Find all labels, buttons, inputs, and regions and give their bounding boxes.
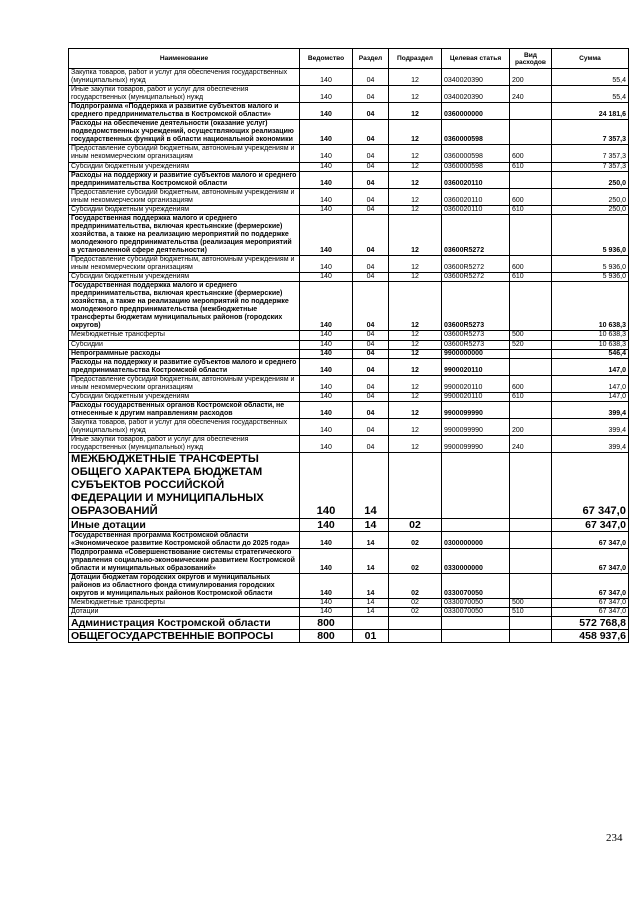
cell-name: Закупка товаров, работ и услуг для обеспечения государственных (муниципальных) нужд	[69, 418, 300, 435]
cell-ved: 140	[300, 214, 353, 255]
cell-ved: 140	[300, 171, 353, 188]
cell-razdel: 04	[353, 401, 389, 418]
cell-vid: 500	[510, 599, 552, 608]
header-row	[69, 49, 629, 69]
cell-statya: 9900020110	[442, 392, 510, 401]
cell-statya	[442, 630, 510, 643]
cell-statya: 03600R5273	[442, 282, 510, 331]
cell-vid: 520	[510, 340, 552, 349]
cell-podrazdel: 12	[389, 358, 442, 375]
cell-vid: 200	[510, 69, 552, 86]
table-row	[69, 162, 629, 171]
cell-podrazdel: 12	[389, 162, 442, 171]
table-row	[69, 453, 629, 519]
cell-name: Предоставление субсидий бюджетным, автономным учреждениям и иным некоммерческим организациям	[69, 256, 300, 273]
cell-razdel: 04	[353, 282, 389, 331]
cell-razdel: 14	[353, 453, 389, 519]
cell-ved: 140	[300, 436, 353, 453]
table-row	[69, 518, 629, 531]
cell-podrazdel: 12	[389, 392, 442, 401]
cell-podrazdel: 02	[389, 548, 442, 573]
header-podrazdel: Подраздел	[389, 49, 442, 69]
cell-ved: 140	[300, 188, 353, 205]
cell-podrazdel: 12	[389, 145, 442, 162]
cell-vid	[510, 617, 552, 630]
cell-summa: 55,4	[552, 86, 629, 103]
table-row	[69, 120, 629, 145]
cell-statya: 0330070050	[442, 608, 510, 617]
table-row	[69, 375, 629, 392]
cell-ved: 140	[300, 256, 353, 273]
header-summa: Сумма	[552, 49, 629, 69]
cell-ved: 140	[300, 518, 353, 531]
cell-name: Предоставление субсидий бюджетным, автономным учреждениям и иным некоммерческим организациям	[69, 145, 300, 162]
cell-razdel: 14	[353, 573, 389, 598]
cell-vid: 610	[510, 392, 552, 401]
table-row	[69, 188, 629, 205]
cell-razdel: 04	[353, 392, 389, 401]
cell-vid	[510, 453, 552, 519]
cell-name: Предоставление субсидий бюджетным, автономным учреждениям и иным некоммерческим организациям	[69, 188, 300, 205]
cell-podrazdel: 12	[389, 436, 442, 453]
table-body	[69, 69, 629, 643]
cell-podrazdel	[389, 630, 442, 643]
cell-vid	[510, 282, 552, 331]
cell-statya: 0360020110	[442, 188, 510, 205]
cell-name: Иные дотации	[69, 518, 300, 531]
cell-statya	[442, 453, 510, 519]
cell-podrazdel: 12	[389, 256, 442, 273]
cell-vid	[510, 573, 552, 598]
cell-summa: 5 936,0	[552, 256, 629, 273]
cell-vid: 240	[510, 86, 552, 103]
cell-vid: 240	[510, 436, 552, 453]
cell-razdel: 04	[353, 188, 389, 205]
cell-name: Предоставление субсидий бюджетным, автономным учреждениям и иным некоммерческим организациям	[69, 375, 300, 392]
cell-podrazdel: 12	[389, 103, 442, 120]
cell-summa: 147,0	[552, 358, 629, 375]
cell-statya: 0360020110	[442, 205, 510, 214]
cell-name: Межбюджетные трансферты	[69, 599, 300, 608]
cell-statya: 0300000000	[442, 531, 510, 548]
cell-podrazdel: 12	[389, 86, 442, 103]
cell-vid	[510, 630, 552, 643]
cell-summa: 5 936,0	[552, 273, 629, 282]
cell-ved: 140	[300, 349, 353, 358]
table-row	[69, 599, 629, 608]
cell-ved: 140	[300, 401, 353, 418]
cell-ved: 140	[300, 358, 353, 375]
cell-vid: 610	[510, 273, 552, 282]
cell-ved: 140	[300, 418, 353, 435]
table-row	[69, 69, 629, 86]
cell-summa: 399,4	[552, 401, 629, 418]
cell-ved: 140	[300, 162, 353, 171]
cell-statya: 0360020110	[442, 171, 510, 188]
cell-name: МЕЖБЮДЖЕТНЫЕ ТРАНСФЕРТЫ ОБЩЕГО ХАРАКТЕРА БЮДЖЕТАМ СУБЪЕКТОВ РОССИЙСКОЙ ФЕДЕРАЦИИ И МУНИЦИПАЛЬНЫХ ОБРАЗОВАНИЙ	[69, 453, 300, 519]
cell-ved: 140	[300, 205, 353, 214]
cell-razdel: 04	[353, 375, 389, 392]
cell-name: Субсидии бюджетным учреждениям	[69, 205, 300, 214]
cell-statya: 9900099990	[442, 401, 510, 418]
cell-razdel: 04	[353, 349, 389, 358]
cell-razdel: 04	[353, 358, 389, 375]
cell-summa: 67 347,0	[552, 531, 629, 548]
cell-razdel: 14	[353, 531, 389, 548]
cell-summa: 24 181,6	[552, 103, 629, 120]
cell-name: Иные закупки товаров, работ и услуг для обеспечения государственных (муниципальных) нужд	[69, 436, 300, 453]
cell-ved: 140	[300, 145, 353, 162]
cell-name: Расходы на обеспечение деятельности (оказание услуг) подведомственных учреждений, осуществляющих реализацию государственных функций в области национальной экономики	[69, 120, 300, 145]
cell-summa: 67 347,0	[552, 608, 629, 617]
cell-summa: 250,0	[552, 188, 629, 205]
cell-ved: 140	[300, 69, 353, 86]
cell-razdel: 04	[353, 69, 389, 86]
cell-name: Иные закупки товаров, работ и услуг для обеспечения государственных (муниципальных) нужд	[69, 86, 300, 103]
header-ved: Ведомство	[300, 49, 353, 69]
cell-ved: 140	[300, 120, 353, 145]
cell-podrazdel: 12	[389, 171, 442, 188]
cell-statya: 0340020390	[442, 86, 510, 103]
cell-vid: 610	[510, 205, 552, 214]
cell-summa: 67 347,0	[552, 548, 629, 573]
header-statya: Целевая статья	[442, 49, 510, 69]
cell-podrazdel: 12	[389, 188, 442, 205]
cell-vid: 610	[510, 162, 552, 171]
cell-statya: 9900020110	[442, 375, 510, 392]
cell-summa: 10 638,3	[552, 340, 629, 349]
cell-razdel: 14	[353, 548, 389, 573]
cell-podrazdel: 12	[389, 120, 442, 145]
cell-vid: 600	[510, 256, 552, 273]
cell-statya: 0360000000	[442, 103, 510, 120]
cell-summa: 67 347,0	[552, 573, 629, 598]
cell-vid: 600	[510, 145, 552, 162]
cell-name: Расходы на поддержку и развитие субъектов малого и среднего предпринимательства Костромской области	[69, 358, 300, 375]
cell-statya: 0360000598	[442, 120, 510, 145]
table-row	[69, 608, 629, 617]
cell-podrazdel: 12	[389, 401, 442, 418]
cell-ved: 140	[300, 86, 353, 103]
table-row	[69, 340, 629, 349]
cell-summa: 67 347,0	[552, 453, 629, 519]
cell-vid: 510	[510, 608, 552, 617]
cell-vid	[510, 214, 552, 255]
cell-summa: 67 347,0	[552, 518, 629, 531]
table-row	[69, 531, 629, 548]
cell-podrazdel: 02	[389, 518, 442, 531]
cell-vid	[510, 358, 552, 375]
cell-vid	[510, 548, 552, 573]
cell-summa: 10 638,3	[552, 282, 629, 331]
cell-podrazdel: 12	[389, 331, 442, 340]
cell-vid: 200	[510, 418, 552, 435]
cell-ved: 140	[300, 453, 353, 519]
cell-razdel: 01	[353, 630, 389, 643]
cell-statya	[442, 617, 510, 630]
cell-podrazdel: 12	[389, 340, 442, 349]
header-razdel: Раздел	[353, 49, 389, 69]
cell-ved: 140	[300, 392, 353, 401]
table-row	[69, 145, 629, 162]
cell-name: Подпрограмма «Совершенствование системы стратегического управления социально-экономическим развитием Костромской области и муниципальных образований»	[69, 548, 300, 573]
cell-vid	[510, 518, 552, 531]
cell-ved: 140	[300, 273, 353, 282]
cell-ved: 140	[300, 103, 353, 120]
table-row	[69, 573, 629, 598]
cell-ved: 140	[300, 282, 353, 331]
cell-summa: 7 357,3	[552, 145, 629, 162]
cell-statya: 03600R5273	[442, 331, 510, 340]
cell-statya: 0340020390	[442, 69, 510, 86]
table-row	[69, 103, 629, 120]
cell-summa: 10 638,3	[552, 331, 629, 340]
table-row	[69, 171, 629, 188]
cell-razdel: 04	[353, 103, 389, 120]
table-row	[69, 256, 629, 273]
cell-vid	[510, 171, 552, 188]
cell-ved: 140	[300, 548, 353, 573]
cell-name: Субсидии	[69, 340, 300, 349]
cell-vid: 600	[510, 188, 552, 205]
cell-statya: 0330070050	[442, 573, 510, 598]
cell-name: Государственная программа Костромской области «Экономическое развитие Костромской области до 2025 года»	[69, 531, 300, 548]
cell-ved: 140	[300, 599, 353, 608]
cell-name: Администрация Костромской области	[69, 617, 300, 630]
cell-podrazdel: 12	[389, 273, 442, 282]
cell-summa: 250,0	[552, 171, 629, 188]
table-row	[69, 349, 629, 358]
cell-statya: 0330000000	[442, 548, 510, 573]
cell-summa: 458 937,6	[552, 630, 629, 643]
table-row	[69, 548, 629, 573]
cell-razdel: 14	[353, 518, 389, 531]
cell-vid	[510, 531, 552, 548]
cell-podrazdel: 12	[389, 205, 442, 214]
table-row	[69, 331, 629, 340]
cell-summa: 546,4	[552, 349, 629, 358]
cell-razdel: 04	[353, 214, 389, 255]
cell-vid: 500	[510, 331, 552, 340]
cell-ved: 140	[300, 340, 353, 349]
cell-razdel: 04	[353, 171, 389, 188]
cell-vid: 600	[510, 375, 552, 392]
table-row	[69, 418, 629, 435]
cell-summa: 399,4	[552, 436, 629, 453]
cell-summa: 7 357,3	[552, 162, 629, 171]
cell-ved: 140	[300, 573, 353, 598]
cell-ved: 140	[300, 375, 353, 392]
cell-razdel: 04	[353, 436, 389, 453]
cell-statya: 0360000598	[442, 145, 510, 162]
cell-razdel: 14	[353, 599, 389, 608]
cell-vid	[510, 401, 552, 418]
page-number: 234	[606, 832, 623, 844]
cell-summa: 147,0	[552, 375, 629, 392]
cell-summa: 250,0	[552, 205, 629, 214]
cell-name: Непрограммные расходы	[69, 349, 300, 358]
cell-name: Дотации	[69, 608, 300, 617]
table-row	[69, 358, 629, 375]
cell-statya: 03600R5272	[442, 256, 510, 273]
cell-summa: 67 347,0	[552, 599, 629, 608]
table-row	[69, 392, 629, 401]
cell-podrazdel: 12	[389, 282, 442, 331]
cell-podrazdel: 12	[389, 375, 442, 392]
table-row	[69, 282, 629, 331]
cell-summa: 5 936,0	[552, 214, 629, 255]
cell-podrazdel: 12	[389, 349, 442, 358]
cell-razdel: 04	[353, 340, 389, 349]
cell-statya: 03600R5273	[442, 340, 510, 349]
table-row	[69, 214, 629, 255]
cell-name: Дотации бюджетам городских округов и муниципальных районов из областного фонда стимулирования городских округов и муниципальных районов Костромской области	[69, 573, 300, 598]
cell-name: Расходы государственных органов Костромской области, не отнесенные к другим направлениям расходов	[69, 401, 300, 418]
cell-razdel: 04	[353, 120, 389, 145]
cell-podrazdel: 12	[389, 418, 442, 435]
table-row	[69, 273, 629, 282]
cell-ved: 800	[300, 630, 353, 643]
cell-vid	[510, 349, 552, 358]
table-row	[69, 436, 629, 453]
table-row	[69, 86, 629, 103]
cell-name: ОБЩЕГОСУДАРСТВЕННЫЕ ВОПРОСЫ	[69, 630, 300, 643]
cell-razdel: 04	[353, 273, 389, 282]
cell-name: Подпрограмма «Поддержка и развитие субъектов малого и среднего предпринимательства в Костромской области»	[69, 103, 300, 120]
cell-statya: 03600R5272	[442, 214, 510, 255]
cell-ved: 140	[300, 531, 353, 548]
cell-name: Государственная поддержка малого и среднего предпринимательства, включая крестьянские (фермерские) хозяйства, а также на реализацию мероприятий по поддержке молодежного предпринимательства (межбюджетные трансферты бюджетам муниципальных районов (городских округов)	[69, 282, 300, 331]
cell-razdel: 04	[353, 256, 389, 273]
cell-podrazdel: 12	[389, 69, 442, 86]
cell-statya: 9900020110	[442, 358, 510, 375]
cell-razdel: 04	[353, 205, 389, 214]
cell-name: Расходы на поддержку и развитие субъектов малого и среднего предпринимательства Костромской области	[69, 171, 300, 188]
cell-statya: 9900099990	[442, 418, 510, 435]
header-name: Наименование	[69, 49, 300, 69]
cell-summa: 7 357,3	[552, 120, 629, 145]
cell-statya: 0360000598	[442, 162, 510, 171]
cell-summa: 55,4	[552, 69, 629, 86]
header-vid: Вид расходов	[510, 49, 552, 69]
table-row	[69, 630, 629, 643]
cell-podrazdel	[389, 453, 442, 519]
cell-name: Межбюджетные трансферты	[69, 331, 300, 340]
cell-statya: 03600R5272	[442, 273, 510, 282]
cell-ved: 140	[300, 608, 353, 617]
cell-summa: 399,4	[552, 418, 629, 435]
cell-razdel: 04	[353, 418, 389, 435]
cell-podrazdel: 02	[389, 531, 442, 548]
cell-razdel: 14	[353, 608, 389, 617]
cell-statya: 0330070050	[442, 599, 510, 608]
budget-table	[68, 48, 629, 643]
cell-name: Субсидии бюджетным учреждениям	[69, 162, 300, 171]
cell-statya: 9900099990	[442, 436, 510, 453]
cell-podrazdel: 02	[389, 608, 442, 617]
cell-name: Субсидии бюджетным учреждениям	[69, 392, 300, 401]
cell-razdel: 04	[353, 331, 389, 340]
cell-razdel	[353, 617, 389, 630]
cell-podrazdel: 02	[389, 573, 442, 598]
cell-vid	[510, 120, 552, 145]
cell-name: Государственная поддержка малого и среднего предпринимательства, включая крестьянские (фермерские) хозяйства, а также на реализацию мероприятий по поддержке молодежного предпринимательства (реализация мероприятий в установленной сфере деятельности)	[69, 214, 300, 255]
cell-statya: 9900000000	[442, 349, 510, 358]
cell-summa: 147,0	[552, 392, 629, 401]
cell-podrazdel: 02	[389, 599, 442, 608]
table-row	[69, 205, 629, 214]
cell-name: Закупка товаров, работ и услуг для обеспечения государственных (муниципальных) нужд	[69, 69, 300, 86]
cell-vid	[510, 103, 552, 120]
cell-podrazdel	[389, 617, 442, 630]
cell-podrazdel: 12	[389, 214, 442, 255]
cell-summa: 572 768,8	[552, 617, 629, 630]
cell-statya	[442, 518, 510, 531]
cell-razdel: 04	[353, 162, 389, 171]
cell-name: Субсидии бюджетным учреждениям	[69, 273, 300, 282]
cell-ved: 140	[300, 331, 353, 340]
table-row	[69, 401, 629, 418]
cell-ved: 800	[300, 617, 353, 630]
cell-razdel: 04	[353, 86, 389, 103]
cell-razdel: 04	[353, 145, 389, 162]
table-row	[69, 617, 629, 630]
